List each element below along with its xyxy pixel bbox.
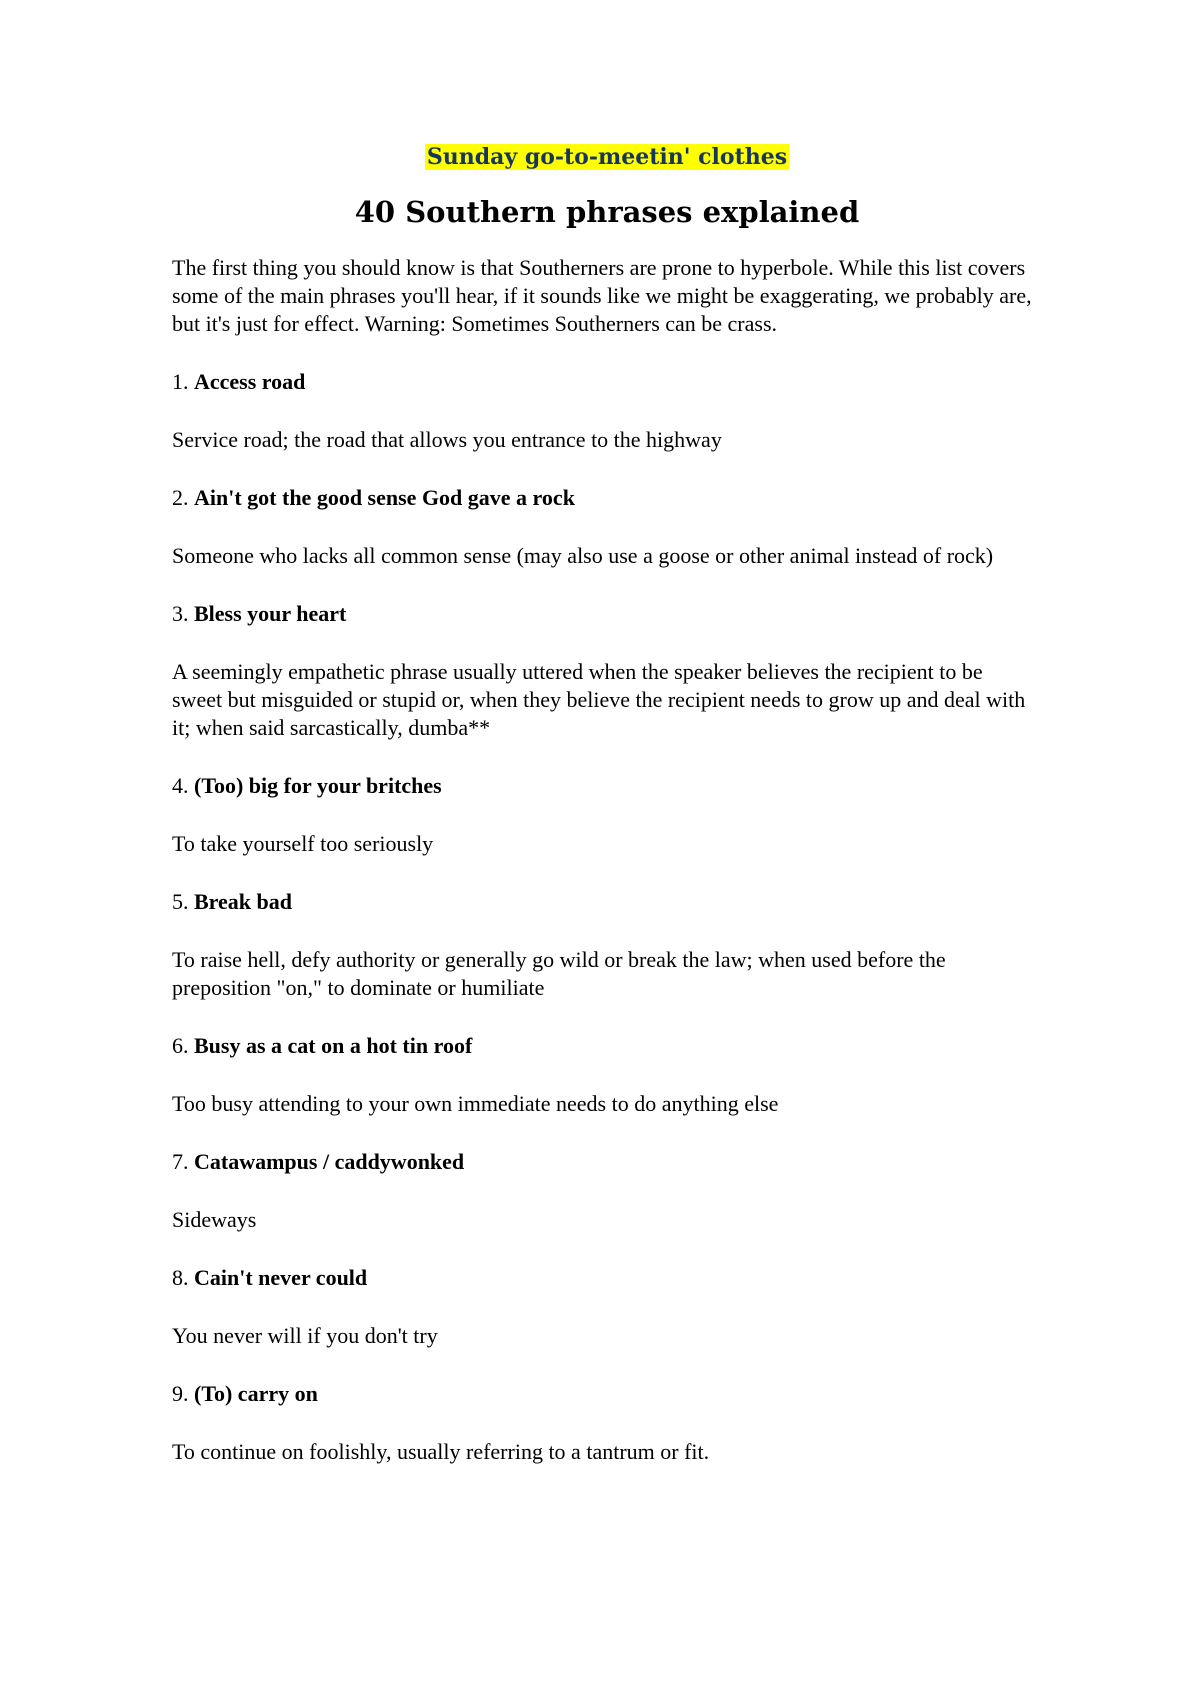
document-subtitle: 40 Southern phrases explained (354, 195, 860, 229)
list-item (172, 1032, 1042, 1118)
phrase-term: Access road (194, 369, 306, 394)
phrase-term: Break bad (194, 889, 293, 914)
phrase-term: Ain't got the good sense God gave a rock (194, 485, 575, 510)
list-item (172, 600, 1042, 742)
phrase-definition: You never will if you don't try (172, 1323, 438, 1348)
list-item (172, 368, 1042, 454)
phrase-heading (172, 1380, 1042, 1408)
list-item (172, 888, 1042, 1002)
list-item (172, 1380, 1042, 1466)
phrase-term: Bless your heart (194, 601, 347, 626)
phrase-heading (172, 1148, 1042, 1176)
phrase-definition: Too busy attending to your own immediate needs to do anything else (172, 1091, 779, 1116)
phrase-heading (172, 600, 1042, 628)
intro-paragraph: The first thing you should know is that Southerners are prone to hyperbole. While this list covers some of the main phrases you'll hear, if it sounds like we might be exaggerating, we probably are, but it's just for effect. Warning: Sometimes Southerners can be crass. (172, 255, 1032, 336)
phrase-heading (172, 772, 1042, 800)
list-item (172, 484, 1042, 570)
phrase-number: 8. (172, 1265, 189, 1290)
phrase-definition: Someone who lacks all common sense (may also use a goose or other animal instead of rock) (172, 543, 994, 568)
phrase-number: 4. (172, 773, 189, 798)
phrase-number: 7. (172, 1149, 189, 1174)
phrase-number: 1. (172, 369, 189, 394)
document-title-highlight: Sunday go-to-meetin' clothes (426, 144, 788, 170)
list-item (172, 772, 1042, 858)
document-content (172, 140, 1042, 1466)
phrase-number: 3. (172, 601, 189, 626)
phrase-definition: Sideways (172, 1207, 257, 1232)
phrase-heading (172, 368, 1042, 396)
list-item (172, 1264, 1042, 1350)
phrase-number: 9. (172, 1381, 189, 1406)
phrase-term: (Too) big for your britches (194, 773, 442, 798)
phrase-definition: A seemingly empathetic phrase usually uttered when the speaker believes the recipient to be sweet but misguided or stupid or, when they believe the recipient needs to grow up and deal with it; when said sarcastically, dumba** (172, 659, 1026, 740)
phrase-heading (172, 1264, 1042, 1292)
phrase-definition: To raise hell, defy authority or generally go wild or break the law; when used before the preposition "on," to dominate or humiliate (172, 947, 946, 1000)
phrase-definition: To take yourself too seriously (172, 831, 434, 856)
phrase-definition: Service road; the road that allows you entrance to the highway (172, 427, 722, 452)
list-item (172, 1148, 1042, 1234)
phrase-heading (172, 484, 1042, 512)
phrase-heading (172, 1032, 1042, 1060)
phrase-number: 6. (172, 1033, 189, 1058)
phrase-list (172, 368, 1042, 1466)
phrase-term: (To) carry on (194, 1381, 318, 1406)
phrase-term: Busy as a cat on a hot tin roof (194, 1033, 473, 1058)
document-title (172, 140, 1042, 174)
phrase-heading (172, 888, 1042, 916)
phrase-term: Cain't never could (194, 1265, 368, 1290)
phrase-number: 5. (172, 889, 189, 914)
phrase-definition: To continue on foolishly, usually referring to a tantrum or fit. (172, 1439, 710, 1464)
phrase-number: 2. (172, 485, 189, 510)
phrase-term: Catawampus / caddywonked (194, 1149, 465, 1174)
